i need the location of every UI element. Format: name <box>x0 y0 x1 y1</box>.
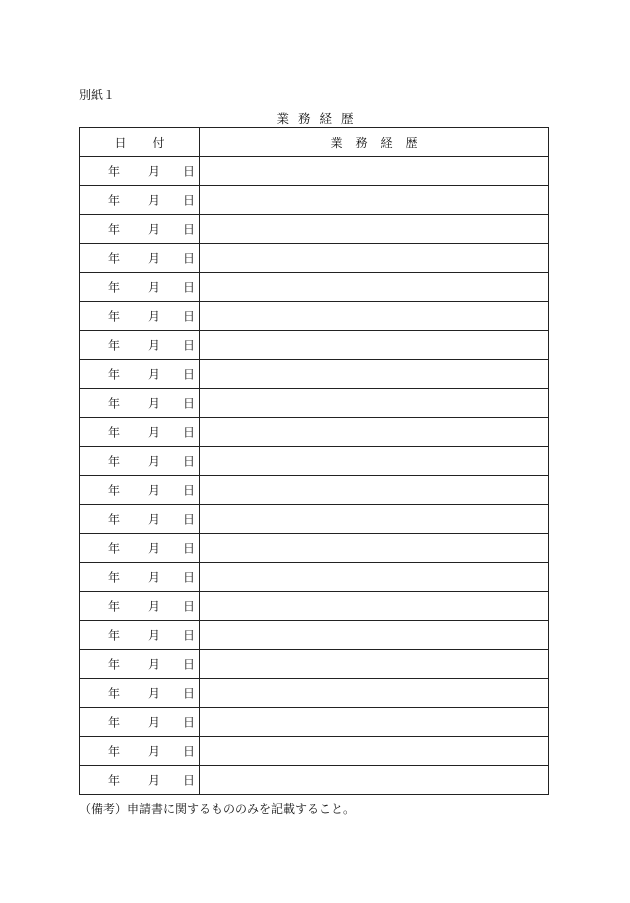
day-unit: 日 <box>183 628 196 643</box>
day-unit: 日 <box>183 483 196 498</box>
date-cell[interactable] <box>80 650 200 679</box>
history-cell[interactable] <box>200 534 549 563</box>
year-unit: 年 <box>108 773 121 788</box>
table-row <box>80 389 549 418</box>
table-row <box>80 650 549 679</box>
table-row <box>80 563 549 592</box>
table-row <box>80 737 549 766</box>
year-unit: 年 <box>108 744 121 759</box>
day-unit: 日 <box>183 251 196 266</box>
day-unit: 日 <box>183 715 196 730</box>
history-cell[interactable] <box>200 157 549 186</box>
month-unit: 月 <box>148 309 161 324</box>
month-unit: 月 <box>148 541 161 556</box>
day-unit: 日 <box>183 396 196 411</box>
date-cell[interactable] <box>80 360 200 389</box>
history-cell[interactable] <box>200 418 549 447</box>
year-unit: 年 <box>108 715 121 730</box>
year-unit: 年 <box>108 454 121 469</box>
year-unit: 年 <box>108 396 121 411</box>
table-row <box>80 215 549 244</box>
date-cell[interactable] <box>80 679 200 708</box>
month-unit: 月 <box>148 773 161 788</box>
day-unit: 日 <box>183 657 196 672</box>
date-cell[interactable] <box>80 273 200 302</box>
table-row <box>80 534 549 563</box>
history-cell[interactable] <box>200 505 549 534</box>
year-unit: 年 <box>108 425 121 440</box>
year-unit: 年 <box>108 309 121 324</box>
date-cell[interactable] <box>80 766 200 795</box>
history-cell[interactable] <box>200 389 549 418</box>
year-unit: 年 <box>108 570 121 585</box>
month-unit: 月 <box>148 715 161 730</box>
date-cell[interactable] <box>80 621 200 650</box>
history-cell[interactable] <box>200 563 549 592</box>
table-row <box>80 505 549 534</box>
year-unit: 年 <box>108 628 121 643</box>
month-unit: 月 <box>148 222 161 237</box>
year-unit: 年 <box>108 222 121 237</box>
day-unit: 日 <box>183 280 196 295</box>
table-row <box>80 157 549 186</box>
month-unit: 月 <box>148 657 161 672</box>
history-cell[interactable] <box>200 708 549 737</box>
history-cell[interactable] <box>200 650 549 679</box>
table-row <box>80 244 549 273</box>
date-cell[interactable] <box>80 389 200 418</box>
month-unit: 月 <box>148 193 161 208</box>
history-cell[interactable] <box>200 592 549 621</box>
day-unit: 日 <box>183 570 196 585</box>
date-cell[interactable] <box>80 708 200 737</box>
month-unit: 月 <box>148 338 161 353</box>
history-cell[interactable] <box>200 215 549 244</box>
day-unit: 日 <box>183 773 196 788</box>
date-cell[interactable] <box>80 244 200 273</box>
date-cell[interactable] <box>80 505 200 534</box>
table-row <box>80 360 549 389</box>
work-history-table <box>79 127 549 795</box>
table-header-row <box>80 128 549 157</box>
month-unit: 月 <box>148 686 161 701</box>
history-cell[interactable] <box>200 186 549 215</box>
table-row <box>80 447 549 476</box>
history-cell[interactable] <box>200 679 549 708</box>
history-column-header: 業務経歴 <box>200 128 549 157</box>
year-unit: 年 <box>108 483 121 498</box>
year-unit: 年 <box>108 193 121 208</box>
day-unit: 日 <box>183 512 196 527</box>
date-cell[interactable] <box>80 447 200 476</box>
table-row <box>80 418 549 447</box>
year-unit: 年 <box>108 512 121 527</box>
month-unit: 月 <box>148 454 161 469</box>
month-unit: 月 <box>148 280 161 295</box>
history-cell[interactable] <box>200 360 549 389</box>
day-unit: 日 <box>183 541 196 556</box>
year-unit: 年 <box>108 251 121 266</box>
date-cell[interactable] <box>80 157 200 186</box>
day-unit: 日 <box>183 193 196 208</box>
table-row <box>80 708 549 737</box>
year-unit: 年 <box>108 338 121 353</box>
month-unit: 月 <box>148 512 161 527</box>
date-cell[interactable] <box>80 563 200 592</box>
day-unit: 日 <box>183 164 196 179</box>
history-cell[interactable] <box>200 766 549 795</box>
history-cell[interactable] <box>200 621 549 650</box>
history-cell[interactable] <box>200 737 549 766</box>
date-cell[interactable] <box>80 737 200 766</box>
day-unit: 日 <box>183 367 196 382</box>
day-unit: 日 <box>183 686 196 701</box>
date-cell[interactable] <box>80 592 200 621</box>
date-cell[interactable] <box>80 534 200 563</box>
day-unit: 日 <box>183 454 196 469</box>
date-column-header: 日付 <box>80 128 200 157</box>
history-cell[interactable] <box>200 302 549 331</box>
year-unit: 年 <box>108 280 121 295</box>
history-cell[interactable] <box>200 273 549 302</box>
table-row <box>80 302 549 331</box>
date-cell[interactable] <box>80 476 200 505</box>
month-unit: 月 <box>148 367 161 382</box>
table-row <box>80 679 549 708</box>
remarks-note: （備考）申請書に関するもののみを記載すること。 <box>79 802 356 816</box>
day-unit: 日 <box>183 599 196 614</box>
day-unit: 日 <box>183 222 196 237</box>
year-unit: 年 <box>108 164 121 179</box>
date-cell[interactable] <box>80 302 200 331</box>
table-row <box>80 592 549 621</box>
month-unit: 月 <box>148 599 161 614</box>
month-unit: 月 <box>148 425 161 440</box>
month-unit: 月 <box>148 396 161 411</box>
year-unit: 年 <box>108 599 121 614</box>
date-cell[interactable] <box>80 186 200 215</box>
date-cell[interactable] <box>80 418 200 447</box>
month-unit: 月 <box>148 251 161 266</box>
month-unit: 月 <box>148 570 161 585</box>
month-unit: 月 <box>148 628 161 643</box>
form-title: 業務経歴 <box>276 111 363 126</box>
history-cell[interactable] <box>200 331 549 360</box>
history-cell[interactable] <box>200 244 549 273</box>
day-unit: 日 <box>183 425 196 440</box>
date-cell[interactable] <box>80 331 200 360</box>
table-row <box>80 331 549 360</box>
day-unit: 日 <box>183 338 196 353</box>
table-row <box>80 476 549 505</box>
year-unit: 年 <box>108 541 121 556</box>
table-row <box>80 621 549 650</box>
month-unit: 月 <box>148 164 161 179</box>
month-unit: 月 <box>148 483 161 498</box>
date-cell[interactable] <box>80 215 200 244</box>
table-row <box>80 766 549 795</box>
table-row <box>80 186 549 215</box>
attachment-label: 別紙１ <box>79 88 116 102</box>
day-unit: 日 <box>183 309 196 324</box>
month-unit: 月 <box>148 744 161 759</box>
history-cell[interactable] <box>200 447 549 476</box>
year-unit: 年 <box>108 657 121 672</box>
day-unit: 日 <box>183 744 196 759</box>
year-unit: 年 <box>108 367 121 382</box>
year-unit: 年 <box>108 686 121 701</box>
table-row <box>80 273 549 302</box>
history-cell[interactable] <box>200 476 549 505</box>
